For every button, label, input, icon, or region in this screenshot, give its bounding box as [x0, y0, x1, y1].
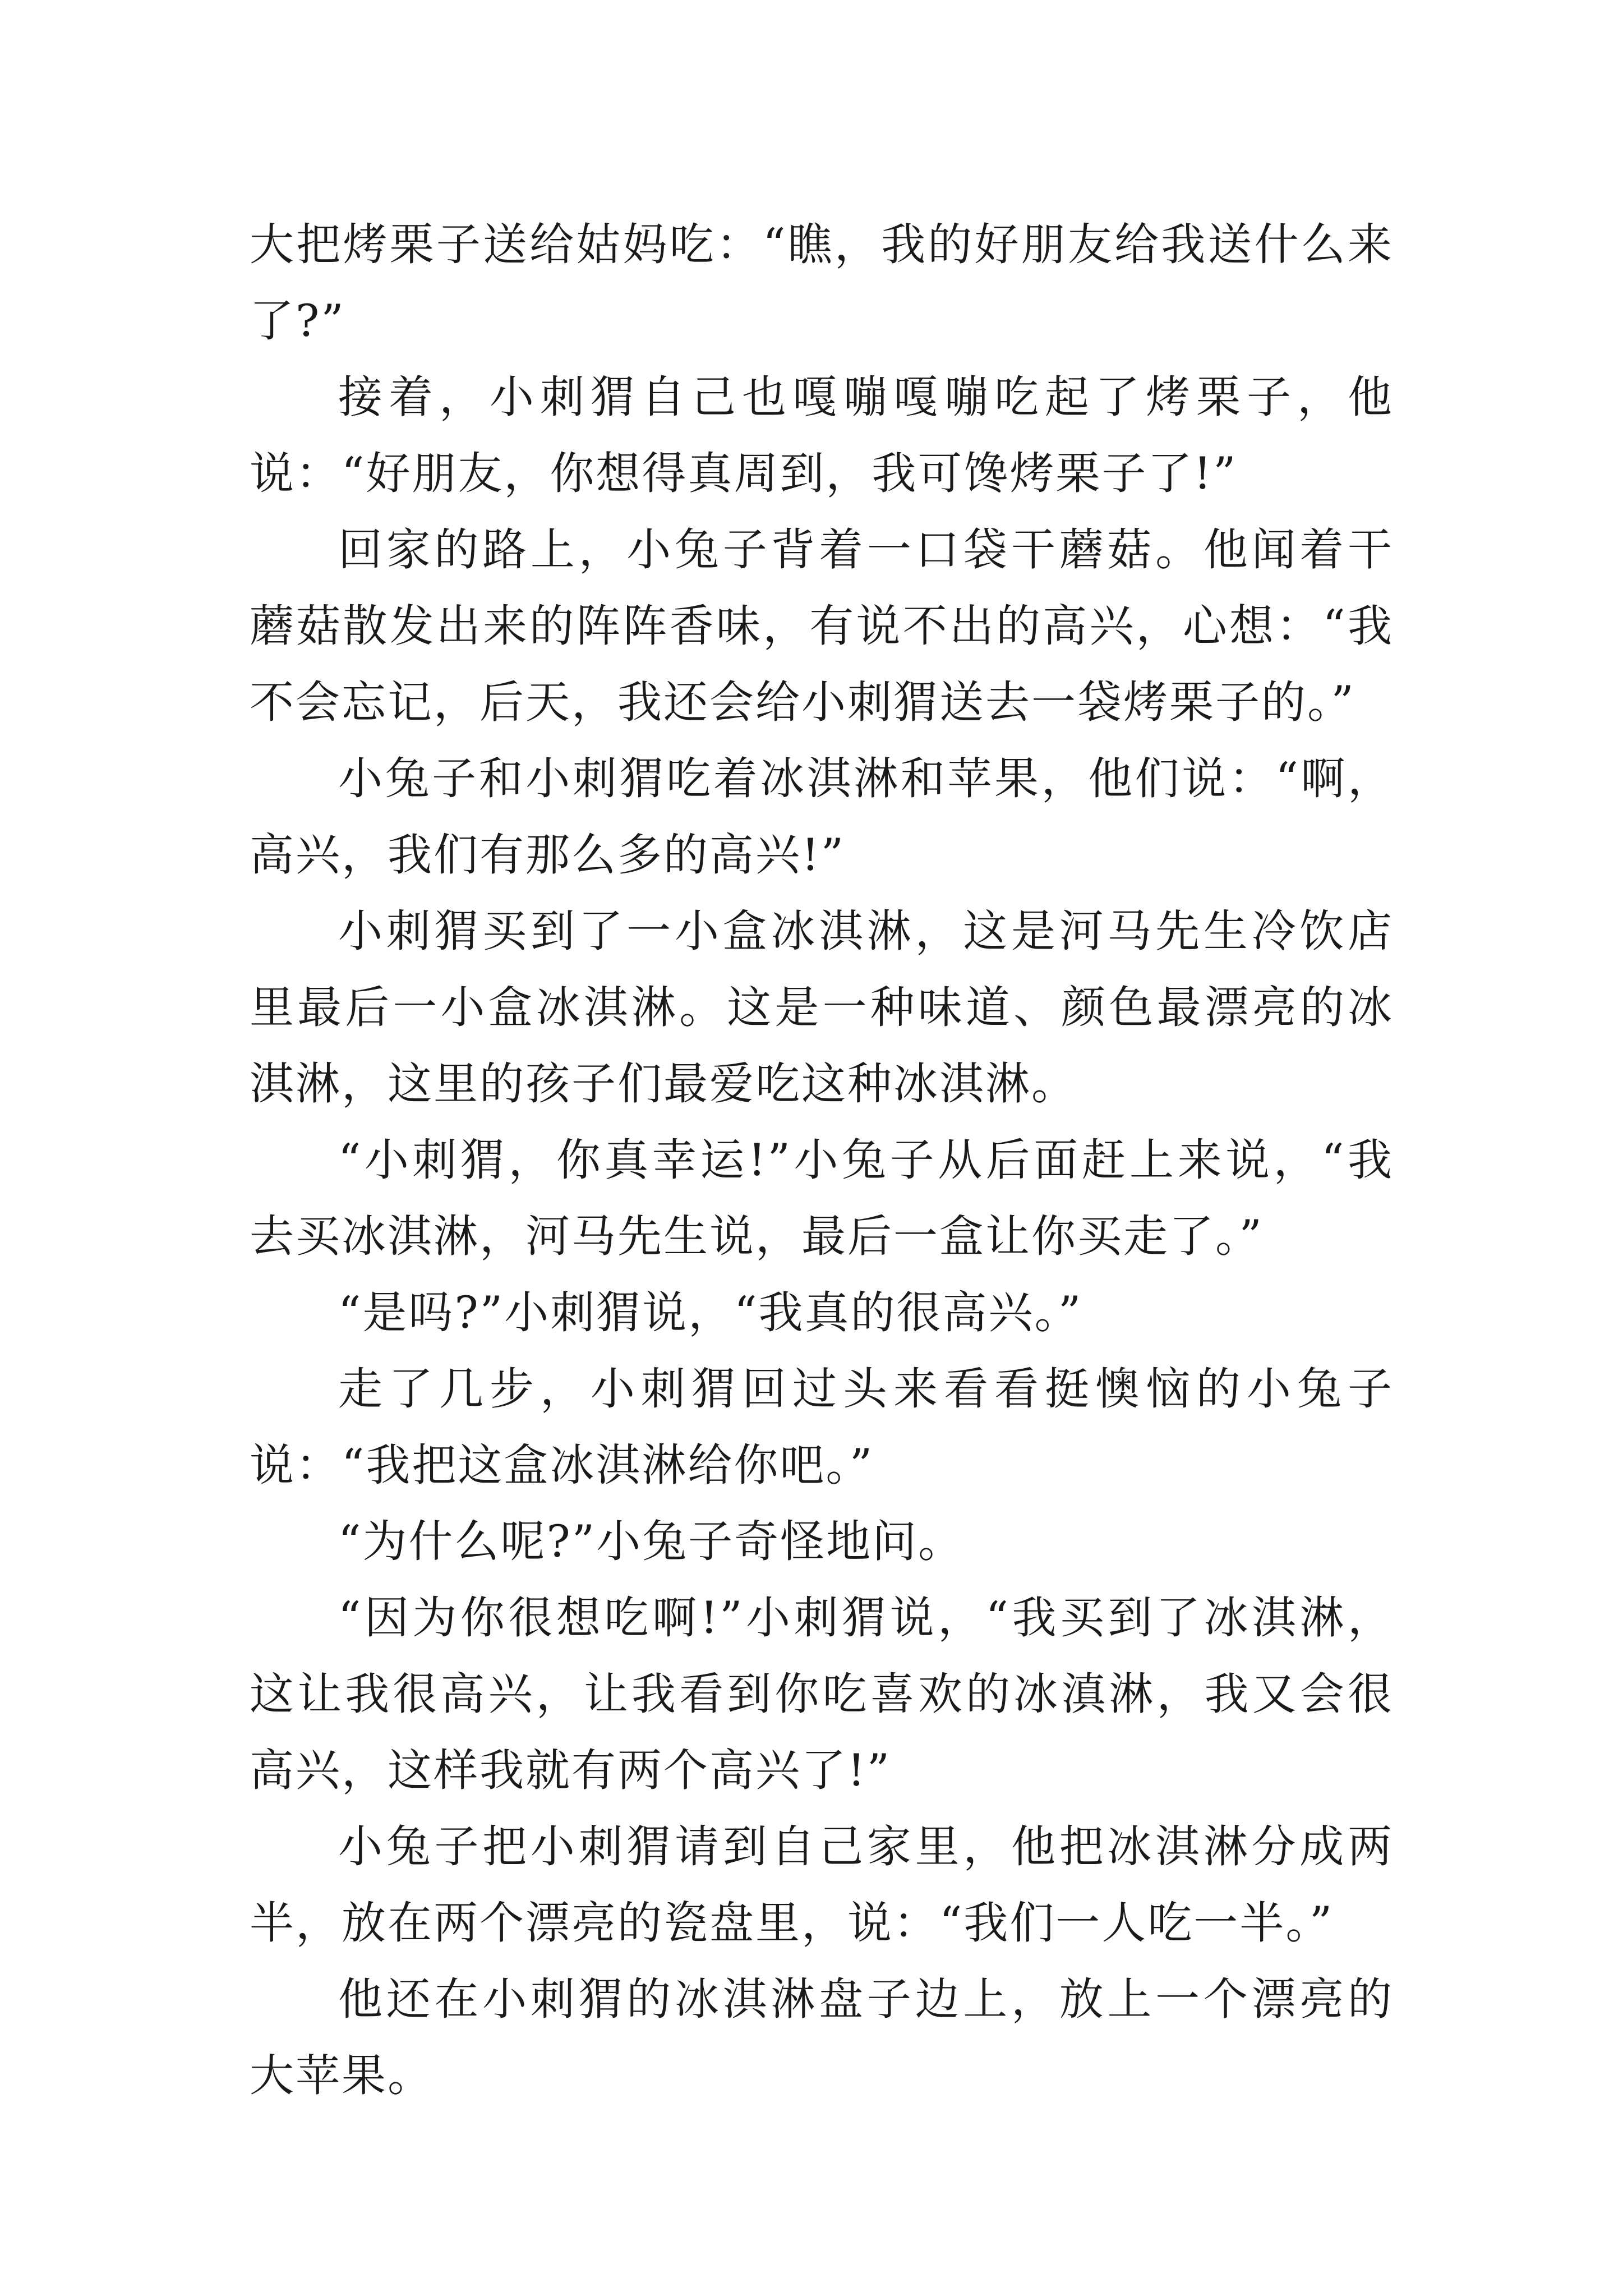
paragraph-3: 回家的路上，小兔子背着一口袋干蘑菇。他闻着干蘑菇散发出来的阵阵香味，有说不出的高兴，心想：“我不会忘记，后天，我还会给小刺猬送去一袋烤栗子的。” [250, 524, 1394, 728]
paragraph-8: 走了几步，小刺猬回过头来看看挺懊恼的小兔子说：“我把这盒冰淇淋给你吧。” [250, 1363, 1394, 1491]
paragraph-12: 他还在小刺猬的冰淇淋盘子边上，放上一个漂亮的大苹果。 [250, 1973, 1394, 2101]
paragraph-9: “为什么呢?”小兔子奇怪地问。 [338, 1516, 965, 1567]
paragraph-6: “小刺猬，你真幸运!”小兔子从后面赶上来说，“我去买冰淇淋，河马先生说，最后一盒让你买走了。” [250, 1134, 1394, 1262]
paragraph-4: 小兔子和小刺猬吃着冰淇淋和苹果，他们说：“啊，高兴，我们有那么多的高兴!” [250, 753, 1394, 881]
paragraph-11: 小兔子把小刺猬请到自己家里，他把冰淇淋分成两半，放在两个漂亮的瓷盘里，说：“我们一人吃一半。” [250, 1821, 1394, 1949]
paragraph-7: “是吗?”小刺猬说，“我真的很高兴。” [338, 1287, 1083, 1338]
paragraph-10: “因为你很想吃啊!”小刺猬说，“我买到了冰淇淋，这让我很高兴，让我看到你吃喜欢的冰滇淋，我又会很高兴，这样我就有两个高兴了!” [250, 1592, 1394, 1796]
paragraph-2: 接着，小刺猬自己也嘎嘣嘎嘣吃起了烤栗子，他说：“好朋友，你想得真周到，我可馋烤栗子了!” [250, 371, 1394, 499]
document-body [250, 206, 1394, 2114]
paragraph-5: 小刺猬买到了一小盒冰淇淋，这是河马先生冷饮店里最后一小盒冰淇淋。这是一种味道、颜色最漂亮的冰淇淋，这里的孩子们最爱吃这种冰淇淋。 [250, 905, 1394, 1110]
paragraph-1: 大把烤栗子送给姑妈吃：“瞧，我的好朋友给我送什么来了?” [250, 219, 1394, 347]
